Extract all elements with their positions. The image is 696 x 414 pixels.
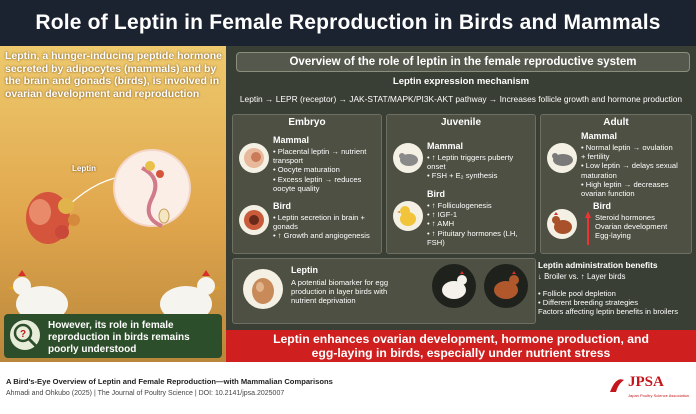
administration-compare: ↓ Broiler vs. ↑ Layer birds bbox=[538, 272, 626, 281]
footer bbox=[0, 362, 696, 414]
juvenile-mammal-points bbox=[427, 153, 513, 181]
list-item: • ↑ IGF-1 bbox=[427, 210, 458, 220]
egg-icon bbox=[243, 269, 283, 309]
list-item: Factors affecting leptin benefits in broilers bbox=[538, 307, 678, 317]
list-item: Steroid hormones bbox=[595, 213, 655, 222]
page-title: Role of Leptin in Female Reproduction in Birds and Mammals bbox=[35, 11, 661, 34]
list-item: • Low leptin → delays sexual bbox=[581, 161, 678, 171]
list-item: • Leptin secretion in brain + bbox=[273, 213, 365, 222]
list-item: production in layer birds with bbox=[291, 287, 388, 297]
jpsa-logo-subtitle: Japan Poultry Science Association bbox=[628, 393, 690, 398]
list-item: oocyte quality bbox=[273, 183, 320, 193]
jpsa-logo-text: JPSA bbox=[628, 374, 664, 390]
list-item: • Follicle pool depletion bbox=[538, 289, 616, 298]
stage-title: Juvenile bbox=[440, 117, 482, 128]
mechanism-title: Leptin expression mechanism bbox=[392, 76, 530, 87]
list-item: nutrient deprivation bbox=[291, 296, 356, 306]
stage-title: Embryo bbox=[288, 117, 326, 128]
bird-label: Bird bbox=[427, 189, 445, 199]
left-panel bbox=[0, 46, 226, 362]
adult-hen-icon bbox=[547, 209, 577, 239]
juvenile-chick-icon bbox=[393, 201, 423, 231]
juvenile-mouse-icon bbox=[393, 143, 423, 173]
leptin-label: Leptin bbox=[72, 164, 96, 173]
question-note bbox=[4, 314, 222, 358]
adult-mammal-points bbox=[581, 143, 678, 198]
list-item: • FSH + E₂ synthesis bbox=[427, 171, 498, 181]
list-item: • ↑ AMH bbox=[427, 219, 455, 229]
list-item: transport bbox=[273, 156, 303, 166]
list-item: • ↑ Leptin triggers puberty bbox=[427, 153, 514, 162]
list-item: • Different breeding strategies bbox=[538, 298, 639, 308]
list-item: • Excess leptin → reduces bbox=[273, 174, 362, 184]
biomarker-text bbox=[291, 278, 388, 306]
biomarker-title: Leptin bbox=[291, 265, 318, 275]
mechanism-flow: Leptin → LEPR (receptor) → JAK-STAT/MAPK/PI3K-AKT pathway → Increases follicle growth and hormone production bbox=[239, 94, 683, 104]
overview-heading: Overview of the role of leptin in the female reproductive system bbox=[236, 52, 690, 72]
magnifier-question-icon bbox=[10, 320, 40, 350]
list-item: gonads bbox=[273, 222, 298, 232]
list-item: onset bbox=[427, 162, 446, 172]
list-item: ovarian function bbox=[581, 189, 635, 199]
embryo-mammal-points bbox=[273, 147, 366, 193]
stage-juvenile bbox=[386, 114, 536, 254]
oviduct-zoom-icon bbox=[114, 150, 190, 226]
list-item: • ↑ Folliculogenesis bbox=[427, 201, 492, 210]
intro-text: Leptin, a hunger-inducing peptide hormone secreted by adipocytes (mammals) and by the brain and gonads (birds), is involved in ovarian development and reproduction bbox=[5, 50, 222, 100]
list-item: • High leptin → decreases bbox=[581, 179, 669, 189]
administration-title: Leptin administration benefits bbox=[538, 260, 658, 270]
list-item: maturation bbox=[581, 170, 617, 180]
citation-details: Ahmadi and Ohkubo (2025) | The Journal of Poultry Science | DOI: 10.2141/jpsa.2025007 bbox=[6, 390, 285, 397]
broiler-icon bbox=[432, 264, 476, 308]
embryo-bird-points bbox=[273, 213, 370, 241]
administration-points bbox=[538, 289, 678, 317]
conclusion-line: egg-laying in birds, especially under nutrient stress bbox=[311, 346, 611, 360]
embryo-mammal-icon bbox=[239, 143, 269, 173]
embryo-bird-icon bbox=[239, 205, 269, 235]
conclusion-banner bbox=[226, 330, 696, 362]
adult-bird-points bbox=[595, 213, 667, 241]
stage-embryo bbox=[232, 114, 382, 254]
stage-adult bbox=[540, 114, 692, 254]
mammal-label: Mammal bbox=[273, 135, 310, 145]
title-bar bbox=[0, 0, 696, 46]
stage-title: Adult bbox=[603, 117, 629, 128]
svg-text:?: ? bbox=[20, 329, 27, 340]
juvenile-bird-points bbox=[427, 201, 517, 247]
list-item: Egg-laying bbox=[595, 231, 631, 241]
mammal-label: Mammal bbox=[427, 141, 464, 151]
bird-label: Bird bbox=[273, 201, 291, 211]
overview-panel bbox=[226, 46, 696, 362]
list-item: Ovarian development bbox=[595, 222, 668, 232]
conclusion-line: Leptin enhances ovarian development, hormone production, and bbox=[273, 332, 649, 346]
ovary-icon bbox=[26, 192, 80, 244]
layer-hen-icon bbox=[484, 264, 528, 308]
list-item: • ↑ Pituitary hormones (LH, bbox=[427, 228, 518, 238]
bird-label: Bird bbox=[593, 201, 611, 211]
question-text: However, its role in female reproduction in birds remains poorly understood bbox=[48, 320, 190, 355]
list-item: • Normal leptin → ovulation bbox=[581, 143, 673, 152]
increase-arrow-icon bbox=[585, 211, 591, 245]
reproductive-illustration bbox=[0, 108, 226, 338]
jpsa-logo-icon bbox=[606, 374, 626, 396]
list-item: A potential biomarker for egg bbox=[291, 278, 389, 287]
citation-title: A Bird's-Eye Overview of Leptin and Female Reproduction—with Mammalian Comparisons bbox=[6, 377, 333, 386]
adult-mouse-icon bbox=[547, 143, 577, 173]
administration-panel bbox=[426, 258, 690, 322]
mammal-label: Mammal bbox=[581, 131, 618, 141]
list-item: • ↑ Growth and angiogenesis bbox=[273, 231, 370, 241]
list-item: • Placental leptin → nutrient bbox=[273, 147, 367, 156]
list-item: • Oocyte maturation bbox=[273, 165, 340, 175]
list-item: FSH) bbox=[427, 237, 445, 247]
list-item: + fertility bbox=[581, 152, 610, 162]
